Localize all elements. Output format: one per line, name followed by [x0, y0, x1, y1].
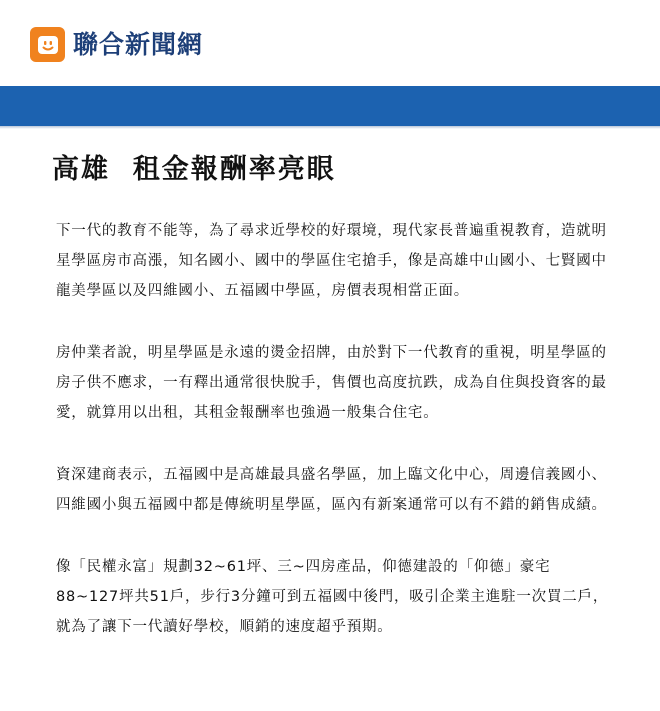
udn-face-icon — [30, 27, 65, 62]
header-band — [0, 86, 660, 126]
article-title: 高雄 租金報酬率亮眼 — [52, 154, 336, 185]
paragraph-4: 像「民權永富」規劃32~61坪、三~四房產品，仰德建設的「仰德」豪宅88~127坪共51戶，步行3分鐘可到五福國中後門，吸引企業主進駐一次買二戶，就為了讓下一代讀好學校，順銷的速度超乎預期。 — [56, 559, 609, 635]
site-logo[interactable] — [30, 27, 203, 62]
paragraph-1: 下一代的教育不能等，為了尋求近學校的好環境，現代家長普遍重視教育，造就明星學區房市高漲，知名國小、國中的學區住宅搶手，像是高雄中山國小、七賢國中龍美學區以及四維國小、五福國中學區，房價表現相當正面。 — [56, 223, 607, 299]
site-header — [0, 0, 660, 86]
logo-text: 聯合新聞網 — [73, 30, 204, 59]
band-shadow — [0, 126, 660, 129]
article-body — [56, 216, 612, 674]
paragraph-3: 資深建商表示，五福國中是高雄最具盛名學區，加上臨文化中心，周邊信義國小、四維國小與五福國中都是傳統明星學區，區內有新案通常可以有不錯的銷售成績。 — [56, 467, 607, 513]
paragraph-2: 房仲業者說，明星學區是永遠的燙金招牌，由於對下一代教育的重視，明星學區的房子供不應求，一有釋出通常很快脫手，售價也高度抗跌，成為自住與投資客的最愛，就算用以出租，其租金報酬率也強過一般集合住宅。 — [56, 345, 607, 421]
